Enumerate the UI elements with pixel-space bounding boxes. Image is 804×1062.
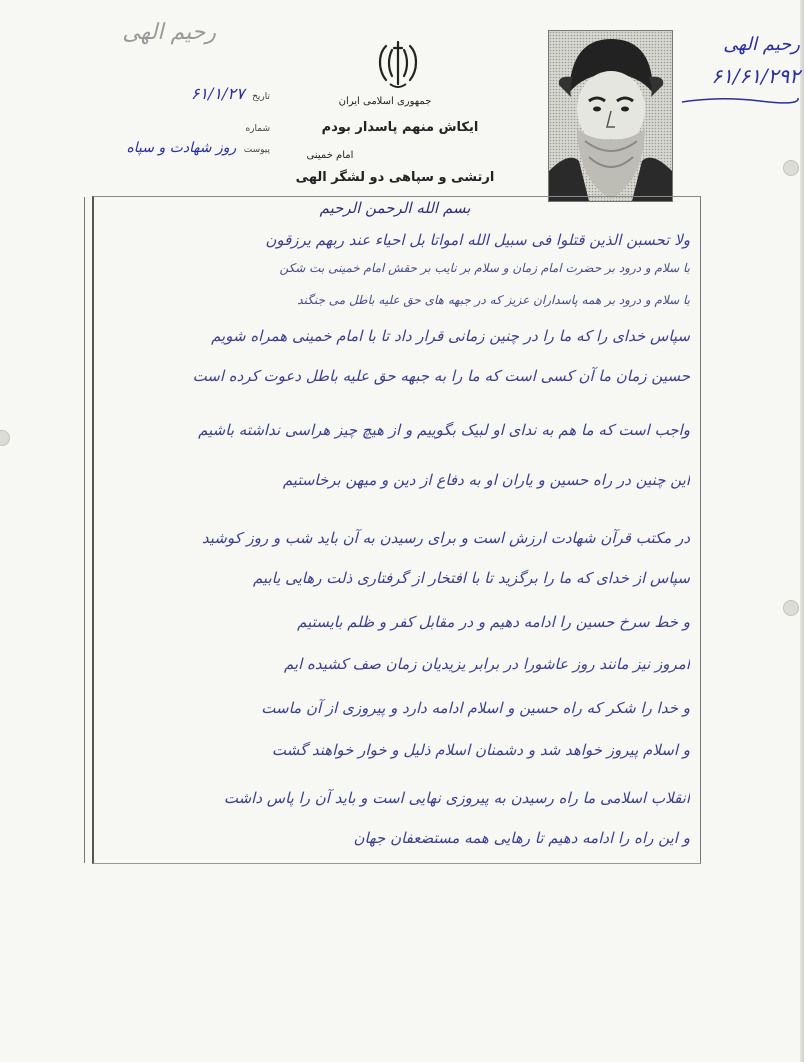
body-line-3: با سلام و درود بر حضرت امام زمان و سلام بر نایب بر حقش امام خمینی بت شکن	[279, 261, 690, 275]
body-line-5: سپاس خدای را که ما را در چنین زمانی قرار داد تا با امام خمینی همراه شویم	[211, 327, 690, 345]
attachment-value: روز شهادت و سپاه	[126, 140, 237, 156]
date-label: تاریخ	[252, 92, 270, 102]
top-right-underline	[680, 92, 800, 108]
top-right-note-line2: ۶۱/۶۱/۲۹۲	[711, 64, 800, 88]
date-value: ۶۱/۱/۲۷	[190, 84, 245, 103]
header-motto-author: امام خمینی	[306, 150, 354, 161]
top-right-note-line1: رحیم الهی	[723, 34, 800, 55]
body-line-2: ولا تحسبن الذین قتلوا فی سبیل الله امواتا بل احیاء عند ربهم یرزقون	[265, 231, 690, 249]
body-line-4: با سلام و درود بر همه پاسداران عزیز که در جبهه های حق علیه باطل می جنگند	[297, 293, 690, 307]
body-line-1: بسم الله الرحمن الرحیم	[319, 199, 471, 217]
punch-hole-top	[783, 160, 799, 176]
body-line-13: و خدا را شکر که راه حسین و اسلام ادامه دارد و پیروزی از آن ماست	[261, 699, 690, 717]
header-motto-2: ارتشی و سپاهی دو لشگر الهی	[295, 170, 495, 185]
body-line-7: واجب است که ما هم به ندای او لبیک بگوییم و از هیچ چیز هراسی نداشته باشیم	[198, 421, 690, 439]
body-line-11: و خط سرخ حسین را ادامه دهیم و در مقابل کفر و ظلم بایستیم	[297, 613, 690, 631]
body-line-8: این چنین در راه حسین و یاران او به دفاع از دین و میهن برخاستیم	[282, 471, 690, 489]
punch-hole-middle	[783, 600, 799, 616]
iran-emblem-icon	[372, 36, 424, 92]
number-label: شماره	[245, 124, 270, 134]
number-field	[200, 116, 270, 135]
portrait-photo	[548, 30, 673, 202]
body-line-16: و این راه را ادامه دهیم تا رهایی همه مستضعفان جهان	[353, 829, 690, 847]
republic-name: جمهوری اسلامی ایران	[338, 96, 432, 107]
attachment-label: پیوست	[243, 145, 270, 155]
body-line-6: حسین زمان ما آن کسی است که ما را به جبهه حق علیه باطل دعوت کرده است	[192, 367, 690, 385]
body-line-12: امروز نیز مانند روز عاشورا در برابر یزیدیان زمان صف کشیده ایم	[283, 655, 690, 673]
date-field	[150, 84, 270, 103]
body-line-10: سپاس از خدای که ما را برگزید تا با افتخار از گرفتاری ذلت رهایی یابیم	[252, 569, 690, 587]
header-motto-1: ایکاش منهم پاسدار بودم	[321, 120, 479, 135]
body-line-14: و اسلام پیروز خواهد شد و دشمنان اسلام ذلیل و خوار خواهند گشت	[271, 741, 690, 759]
attachment-field	[80, 140, 270, 156]
punch-hole-left	[0, 430, 10, 446]
top-left-pencil-note: رحیم الهی	[122, 20, 216, 45]
body-line-9: در مکتب قرآن شهادت ارزش است و برای رسیدن به آن باید شب و روز کوشید	[201, 529, 690, 547]
portrait-figure-icon	[549, 31, 672, 201]
body-line-15: انقلاب اسلامی ما راه رسیدن به پیروزی نهایی است و باید آن را پاس داشت	[223, 789, 690, 807]
scan-edge	[800, 0, 804, 1062]
